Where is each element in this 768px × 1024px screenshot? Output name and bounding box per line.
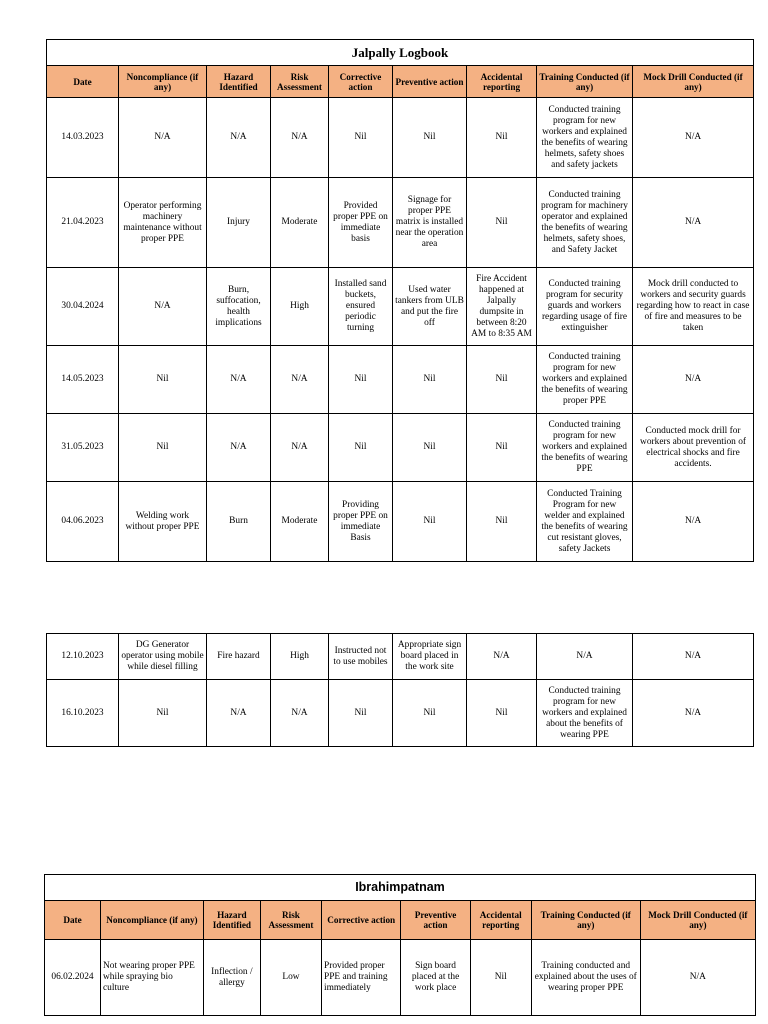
jalpally-logbook-table [46,39,754,562]
header-mockdrill: Mock Drill Conducted (if any) [633,66,754,98]
cell-risk: N/A [271,414,329,482]
cell-hazard: N/A [207,414,271,482]
cell-accidental: Nil [467,98,537,178]
cell-accidental: Nil [467,346,537,414]
cell-date: 14.03.2023 [47,98,119,178]
header-accidental: Accidental reporting [470,901,531,940]
cell-accidental: Nil [467,482,537,562]
cell-mockdrill: N/A [633,98,754,178]
cell-corrective: Installed sand buckets, ensured periodic turning [329,268,393,346]
header-training: Training Conducted (if any) [531,901,640,940]
cell-mockdrill: N/A [633,634,754,680]
header-mockdrill: Mock Drill Conducted (if any) [640,901,755,940]
cell-preventive: Nil [393,680,467,747]
cell-training: Conducted training program for new workers and explained about the benefits of wearing PPE [537,680,633,747]
cell-hazard: N/A [207,680,271,747]
cell-hazard: Burn, suffocation, health implications [207,268,271,346]
cell-risk: Low [260,940,321,1016]
cell-hazard: Injury [207,178,271,268]
cell-accidental: Nil [467,178,537,268]
ibrahimpatnam-table [44,874,756,1016]
cell-preventive: Appropriate sign board placed in the work site [393,634,467,680]
cell-date: 14.05.2023 [47,346,119,414]
header-accidental: Accidental reporting [467,66,537,98]
cell-date: 31.05.2023 [47,414,119,482]
cell-training: Conducted training program for machinery operator and explained the benefits of wearing helmets, safety shoes, and Safety Jacket [537,178,633,268]
header-corrective: Corrective action [329,66,393,98]
cell-training: Conducted training program for new workers and explained the benefits of wearing proper PPE [537,346,633,414]
cell-corrective: Nil [329,98,393,178]
header-noncompliance: Noncompliance (if any) [119,66,207,98]
cell-risk: N/A [271,680,329,747]
cell-training: N/A [537,634,633,680]
cell-preventive: Sign board placed at the work place [401,940,470,1016]
header-date: Date [47,66,119,98]
table-row [47,178,754,268]
header-hazard: Hazard Identified [203,901,260,940]
cell-risk: High [271,634,329,680]
cell-mockdrill: N/A [640,940,755,1016]
header-corrective: Corrective action [321,901,400,940]
cell-date: 04.06.2023 [47,482,119,562]
cell-noncompliance: N/A [119,268,207,346]
cell-noncompliance: Operator performing machinery maintenance without proper PPE [119,178,207,268]
header-noncompliance: Noncompliance (if any) [101,901,204,940]
cell-preventive: Nil [393,98,467,178]
cell-mockdrill: N/A [633,680,754,747]
cell-corrective: Nil [329,680,393,747]
cell-preventive: Nil [393,482,467,562]
cell-mockdrill: N/A [633,482,754,562]
table-row [47,634,754,680]
header-risk: Risk Assessment [260,901,321,940]
cell-corrective: Provided proper PPE on immediate basis [329,178,393,268]
cell-risk: Moderate [271,178,329,268]
cell-noncompliance: Welding work without proper PPE [119,482,207,562]
cell-risk: N/A [271,98,329,178]
cell-training: Conducted training program for new workers and explained the benefits of wearing helmets, safety shoes and safety jackets [537,98,633,178]
cell-accidental: Nil [470,940,531,1016]
cell-noncompliance: Nil [119,346,207,414]
cell-mockdrill: Conducted mock drill for workers about prevention of electrical shocks and fire accidents. [633,414,754,482]
cell-preventive: Nil [393,346,467,414]
cell-corrective: Nil [329,414,393,482]
cell-noncompliance: Nil [119,414,207,482]
cell-hazard: Inflection / allergy [203,940,260,1016]
cell-date: 21.04.2023 [47,178,119,268]
cell-training: Conducted Training Program for new welder and explained the benefits of wearing cut resistant gloves, safety Jackets [537,482,633,562]
cell-date: 30.04.2024 [47,268,119,346]
cell-corrective: Provided proper PPE and training immediately [321,940,400,1016]
cell-noncompliance: N/A [119,98,207,178]
table-row [45,940,756,1016]
cell-accidental: Nil [467,414,537,482]
cell-accidental: Nil [467,680,537,747]
cell-hazard: N/A [207,346,271,414]
cell-risk: Moderate [271,482,329,562]
cell-hazard: Burn [207,482,271,562]
cell-mockdrill: Mock drill conducted to workers and security guards regarding how to react in case of fire and measures to be taken [633,268,754,346]
cell-accidental: Fire Accident happened at Jalpally dumpsite in between 8:20 AM to 8:35 AM [467,268,537,346]
cell-corrective: Nil [329,346,393,414]
cell-noncompliance: Not wearing proper PPE while spraying bio culture [101,940,204,1016]
cell-mockdrill: N/A [633,178,754,268]
cell-date: 06.02.2024 [45,940,101,1016]
section-title: Ibrahimpatnam [45,875,756,901]
cell-training: Training conducted and explained about the uses of wearing proper PPE [531,940,640,1016]
cell-corrective: Providing proper PPE on immediate Basis [329,482,393,562]
table-row [47,268,754,346]
table-row [47,346,754,414]
jalpally-logbook-continued-table [46,633,754,747]
cell-risk: N/A [271,346,329,414]
table-row [47,482,754,562]
table-row [47,680,754,747]
cell-corrective: Instructed not to use mobiles [329,634,393,680]
header-hazard: Hazard Identified [207,66,271,98]
cell-preventive: Nil [393,414,467,482]
cell-accidental: N/A [467,634,537,680]
cell-date: 16.10.2023 [47,680,119,747]
cell-preventive: Used water tankers from ULB and put the fire off [393,268,467,346]
cell-training: Conducted training program for security guards and workers regarding usage of fire extinguisher [537,268,633,346]
cell-hazard: N/A [207,98,271,178]
logbook-title: Jalpally Logbook [47,40,754,66]
header-preventive: Preventive action [401,901,470,940]
header-risk: Risk Assessment [271,66,329,98]
cell-risk: High [271,268,329,346]
table-row [47,414,754,482]
cell-date: 12.10.2023 [47,634,119,680]
header-training: Training Conducted (if any) [537,66,633,98]
cell-hazard: Fire hazard [207,634,271,680]
cell-noncompliance: DG Generator operator using mobile while diesel filling [119,634,207,680]
cell-noncompliance: Nil [119,680,207,747]
cell-training: Conducted training program for new workers and explained the benefits of wearing PPE [537,414,633,482]
header-preventive: Preventive action [393,66,467,98]
cell-preventive: Signage for proper PPE matrix is installed near the operation area [393,178,467,268]
table-row [47,98,754,178]
cell-mockdrill: N/A [633,346,754,414]
header-date: Date [45,901,101,940]
